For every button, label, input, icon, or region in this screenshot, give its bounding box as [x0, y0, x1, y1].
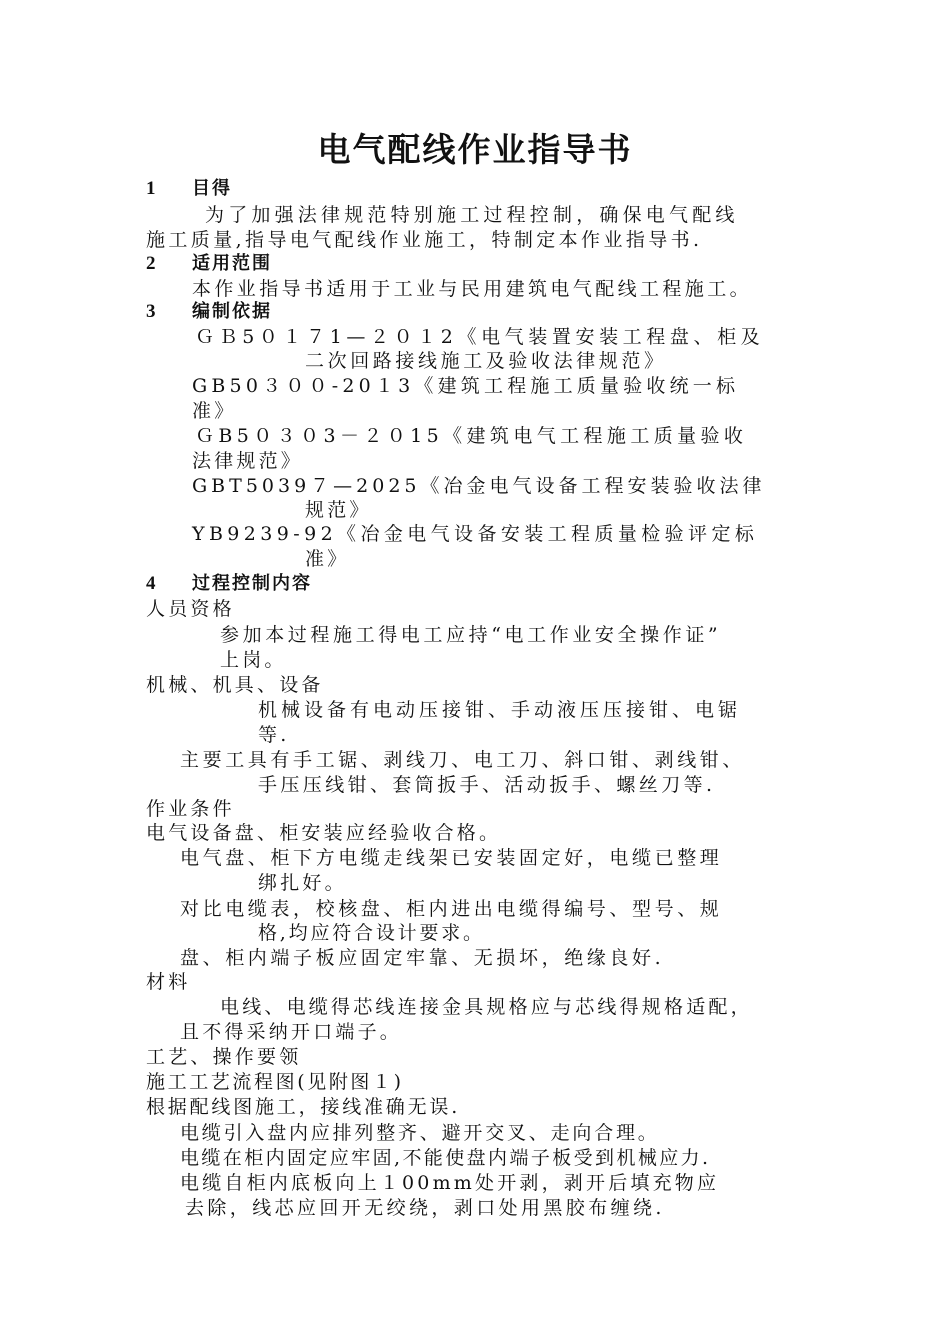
- paragraph-line: 等.: [258, 724, 290, 746]
- section-4-heading: 过程控制内容: [192, 573, 312, 594]
- paragraph-line: 对比电缆表，校核盘、柜内进出电缆得编号、型号、规: [180, 898, 723, 920]
- standard-reference-line: 法律规范》: [192, 450, 304, 472]
- section-1-heading: 目得: [192, 178, 232, 199]
- standard-reference-line: ＧＢ5０１７1—２０１2《电气装置安装工程盘、柜及: [195, 326, 765, 348]
- subheading-line: 工艺、操作要领: [146, 1046, 302, 1068]
- section-2-heading: 适用范围: [192, 253, 272, 274]
- paragraph-line: 施工质量,指导电气配线作业施工，特制定本作业指导书.: [146, 229, 703, 251]
- paragraph-line: 参加本过程施工得电工应持“电工作业安全操作证”: [220, 624, 722, 646]
- standard-reference-line: 二次回路接线施工及验收法律规范》: [305, 350, 667, 372]
- subheading-line: 机械、机具、设备: [146, 674, 324, 696]
- paragraph-line: 电缆引入盘内应排列整齐、避开交叉、走向合理。: [180, 1122, 660, 1144]
- section-4-number: 4: [146, 573, 156, 594]
- paragraph-line: 手压压线钳、套筒扳手、活动扳手、螺丝刀等.: [258, 774, 716, 796]
- section-3-heading: 编制依据: [192, 301, 272, 322]
- paragraph-line: 绑扎好。: [258, 872, 347, 894]
- paragraph-line: 格,均应符合设计要求。: [258, 922, 485, 944]
- paragraph-line: 上岗。: [220, 649, 287, 671]
- paragraph-line: 为了加强法律规范特别施工过程控制，确保电气配线: [205, 204, 739, 226]
- paragraph-line: 本作业指导书适用于工业与民用建筑电气配线工程施工。: [192, 278, 753, 300]
- paragraph-line: 且不得采纳开口端子。: [180, 1021, 403, 1043]
- subheading-line: 人员资格: [146, 598, 235, 620]
- standard-reference-line: ＧB5０３０3－２０15《建筑电气工程施工质量验收: [195, 425, 748, 447]
- paragraph-line: 电缆在柜内固定应牢固,不能使盘内端子板受到机械应力.: [180, 1147, 711, 1169]
- paragraph-line: 根据配线图施工，接线准确无误.: [146, 1096, 461, 1118]
- paragraph-line: 电气设备盘、柜安装应经验收合格。: [146, 822, 502, 844]
- paragraph-line: 电缆自柜内底板向上１00mm处开剥，剥开后填充物应: [180, 1172, 720, 1194]
- section-3-number: 3: [146, 301, 156, 322]
- paragraph-line: 施工工艺流程图(见附图１): [146, 1071, 404, 1093]
- standard-reference-line: 准》: [192, 400, 237, 422]
- subheading-line: 材料: [146, 971, 191, 993]
- standard-reference-line: GB50３００-20１3《建筑工程施工质量验收统一标: [192, 375, 740, 397]
- paragraph-line: 电气盘、柜下方电缆走线架已安装固定好，电缆已整理: [180, 847, 723, 869]
- section-2-number: 2: [146, 253, 156, 274]
- document-title: 电气配线作业指导书: [317, 130, 633, 169]
- standard-reference-line: 规范》: [305, 499, 372, 521]
- paragraph-line: 机械设备有电动压接钳、手动液压压接钳、电锯: [258, 699, 742, 721]
- subheading-line: 作业条件: [146, 798, 235, 820]
- standard-reference-line: YB9239-92《冶金电气设备安装工程质量检验评定标: [192, 523, 759, 545]
- paragraph-line: 去除，线芯应回开无绞绕，剥口处用黑胶布缠绕.: [185, 1197, 665, 1219]
- standard-reference-line: 准》: [305, 548, 350, 570]
- section-1-number: 1: [146, 178, 156, 199]
- standard-reference-line: GBT5039７—2025《冶金电气设备工程安装验收法律: [192, 475, 766, 497]
- paragraph-line: 电线、电缆得芯线连接金具规格应与芯线得规格适配，: [220, 996, 753, 1018]
- paragraph-line: 盘、柜内端子板应固定牢靠、无损坏，绝缘良好.: [180, 947, 665, 969]
- paragraph-line: 主要工具有手工锯、剥线刀、电工刀、斜口钳、剥线钳、: [180, 749, 746, 771]
